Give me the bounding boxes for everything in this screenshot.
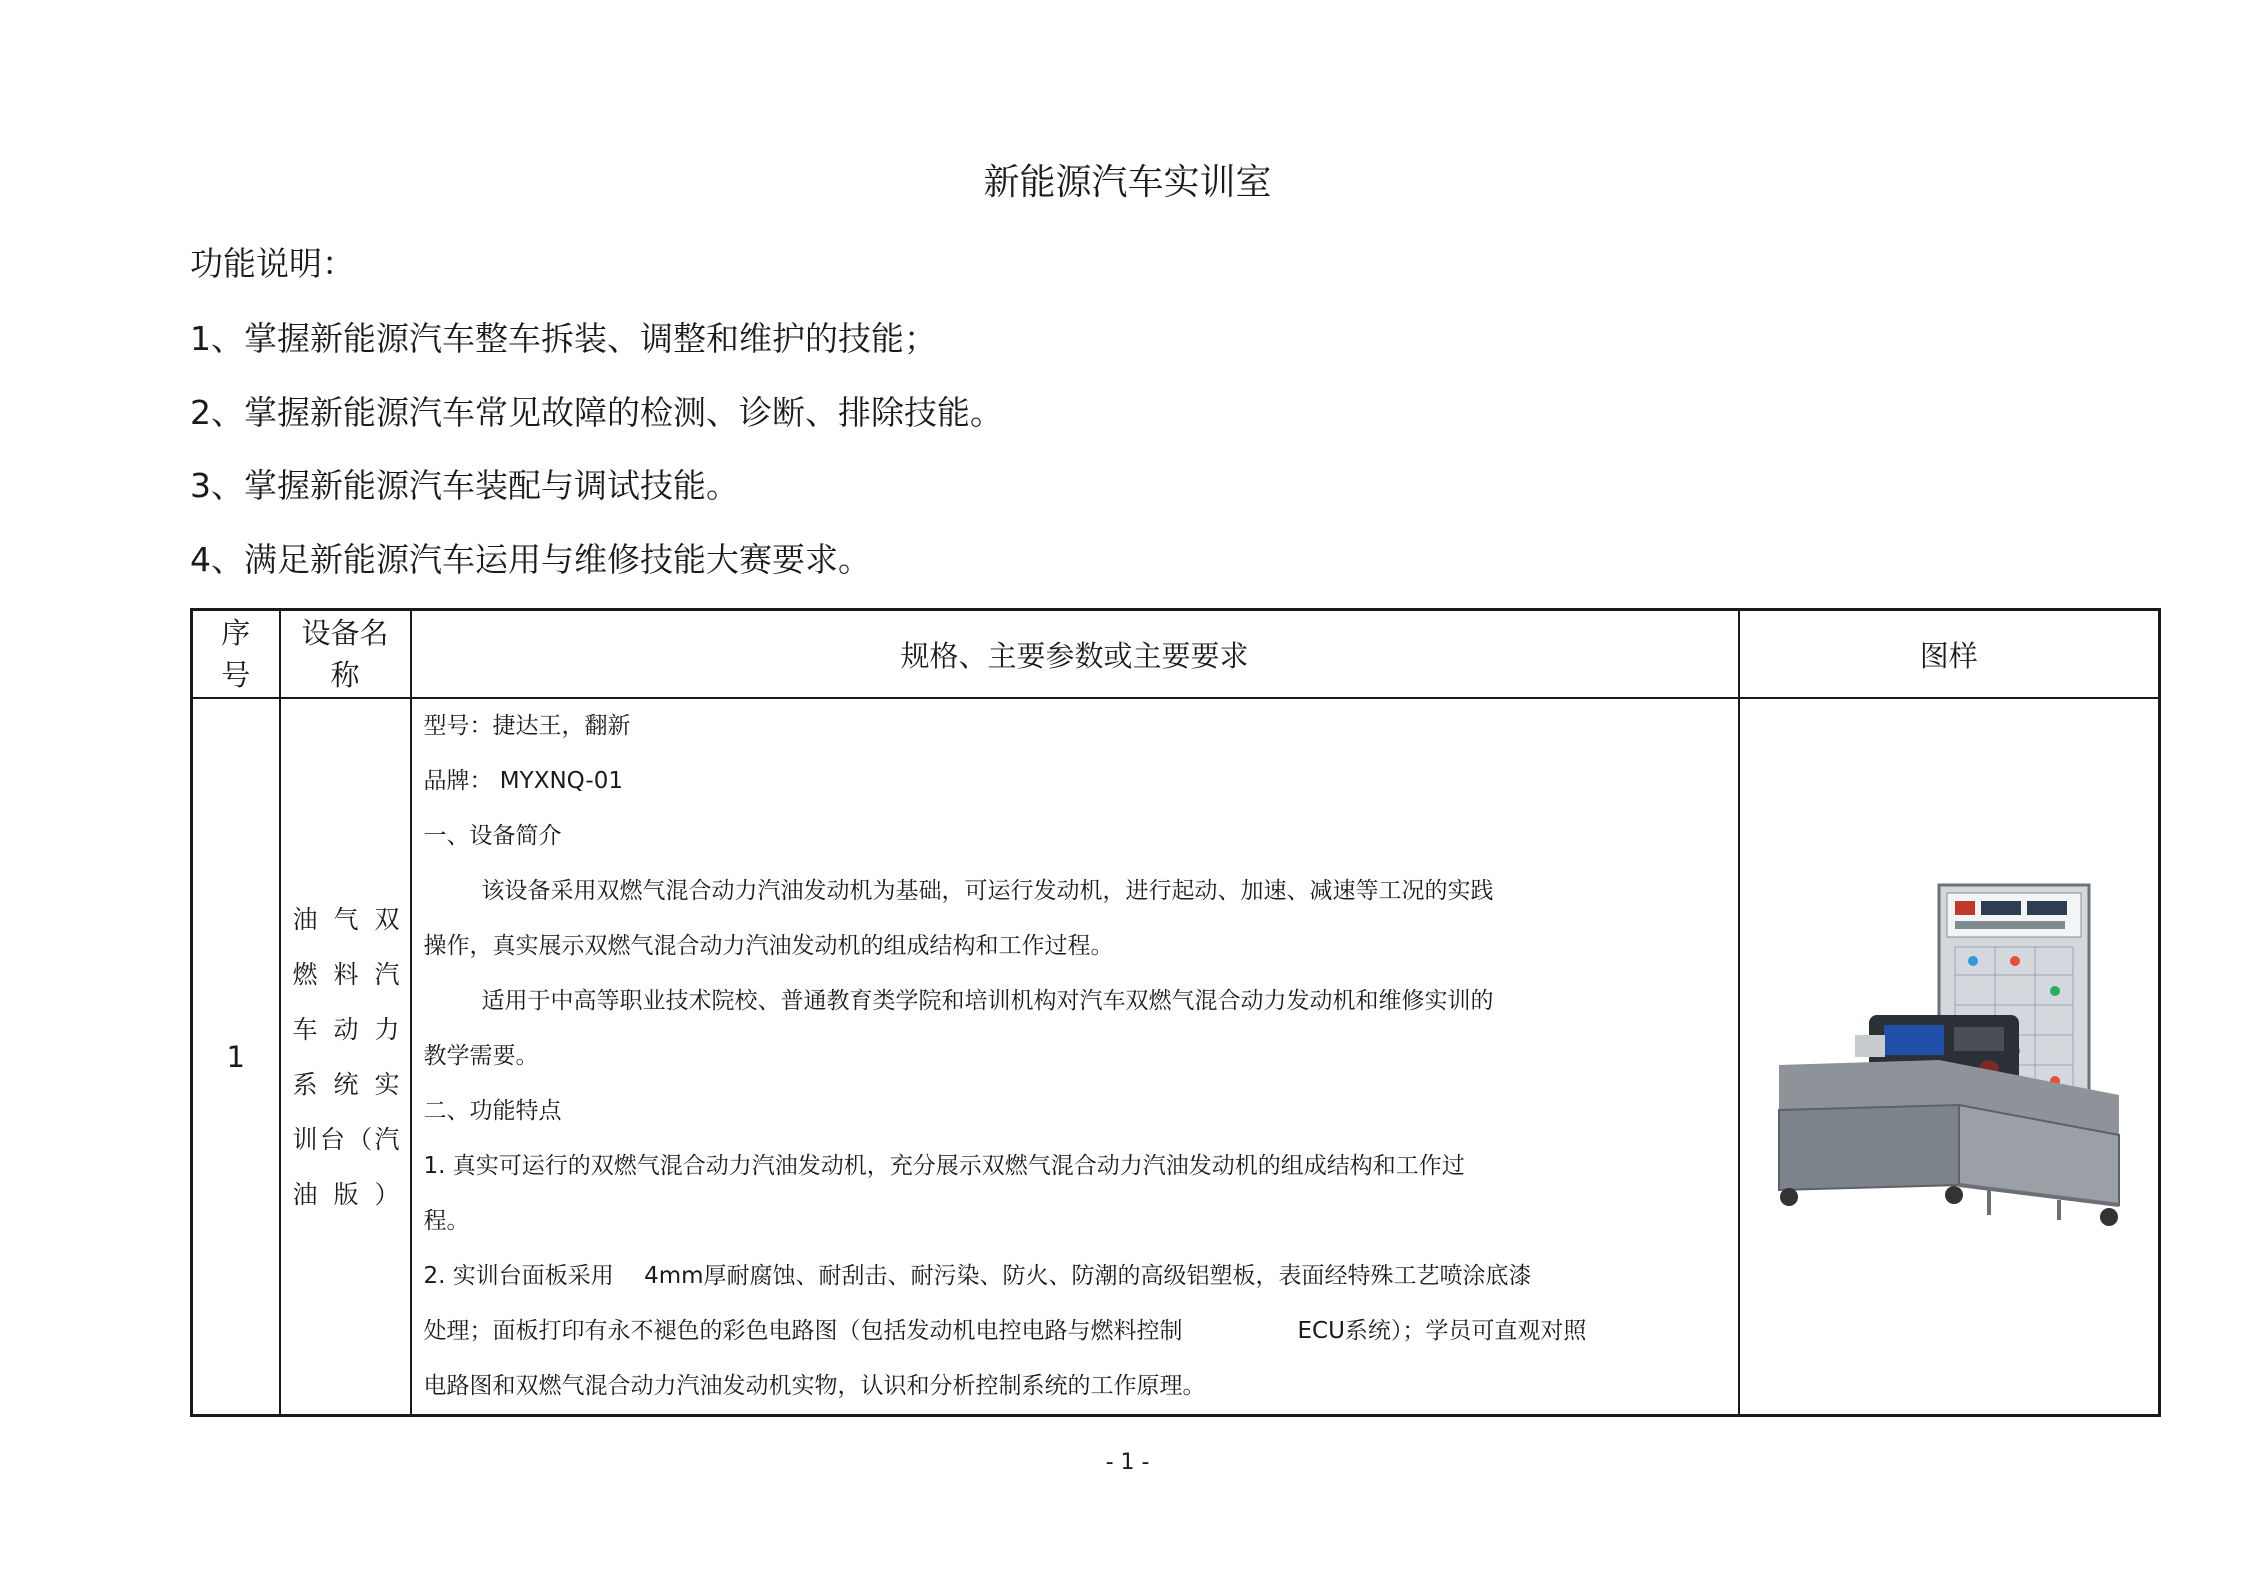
header-name	[280, 610, 411, 699]
table-row	[192, 698, 2160, 1416]
header-num-line2: 号	[221, 658, 251, 692]
spec-line: 2. 实训台面板采用 4mm厚耐腐蚀、耐刮击、耐污染、防火、防潮的高级铝塑板，表面经特殊工艺喷涂底漆	[423, 1263, 1532, 1289]
device-name-line: 油版）	[292, 1179, 400, 1209]
intro-item-2: 2、掌握新能源汽车常见故障的检测、诊断、排除技能。	[190, 393, 1003, 432]
spec-line: 电路图和双燃气混合动力汽油发动机实物，认识和分析控制系统的工作原理。	[423, 1373, 1206, 1399]
intro-item-1: 1、掌握新能源汽车整车拆装、调整和维护的技能；	[190, 319, 937, 358]
header-name-line1: 设备名	[301, 616, 389, 650]
device-name-line: 车 动 力	[292, 1014, 400, 1044]
equipment-table	[190, 608, 2161, 1417]
device-name-line: 燃 料 汽	[292, 959, 400, 989]
page-number: - 1 -	[1105, 1450, 1150, 1475]
header-num	[192, 610, 280, 699]
intro-heading: 功能说明：	[190, 244, 355, 283]
intro-item-4: 4、满足新能源汽车运用与维修技能大赛要求。	[190, 540, 871, 579]
spec-details	[411, 698, 1739, 1416]
spec-line: 操作，真实展示双燃气混合动力汽油发动机的组成结构和工作过程。	[423, 933, 1114, 959]
training-bench-image	[1759, 865, 2139, 1245]
spec-brand: 品牌： MYXNQ-01	[423, 768, 623, 794]
header-num-line1: 序	[221, 616, 251, 650]
spec-section-intro: 一、设备简介	[423, 823, 562, 849]
table-header-row	[192, 610, 2160, 699]
row-number: 1	[192, 698, 280, 1416]
equipment-image-cell	[1739, 698, 2160, 1416]
spec-section-features: 二、功能特点	[423, 1098, 562, 1124]
spec-line: 教学需要。	[423, 1043, 539, 1069]
spec-model: 型号：捷达王，翻新	[423, 713, 631, 739]
spec-line: 该设备采用双燃气混合动力汽油发动机为基础，可运行发动机，进行起动、加速、减速等工况的实践	[481, 878, 1494, 904]
header-name-line2: 称	[330, 658, 360, 692]
header-spec: 规格、主要参数或主要要求	[411, 610, 1739, 699]
spec-line: 适用于中高等职业技术院校、普通教育类学院和培训机构对汽车双燃气混合动力发动机和维修实训的	[481, 988, 1494, 1014]
device-name	[280, 698, 411, 1416]
device-name-line: 系 统 实	[292, 1069, 400, 1099]
spec-line: 程。	[423, 1208, 470, 1234]
header-image: 图样	[1739, 610, 2160, 699]
spec-line: 1. 真实可运行的双燃气混合动力汽油发动机，充分展示双燃气混合动力汽油发动机的组成结构和工作过	[423, 1153, 1465, 1179]
device-name-line: 油 气 双	[292, 904, 400, 934]
spec-line: 处理；面板打印有永不褪色的彩色电路图（包括发动机电控电路与燃料控制 ECU系统）；学员可直观对照	[423, 1318, 1587, 1344]
intro-item-3: 3、掌握新能源汽车装配与调试技能。	[190, 466, 739, 505]
page-title: 新能源汽车实训室	[983, 162, 1272, 203]
device-name-line: 训台（汽	[292, 1124, 400, 1154]
